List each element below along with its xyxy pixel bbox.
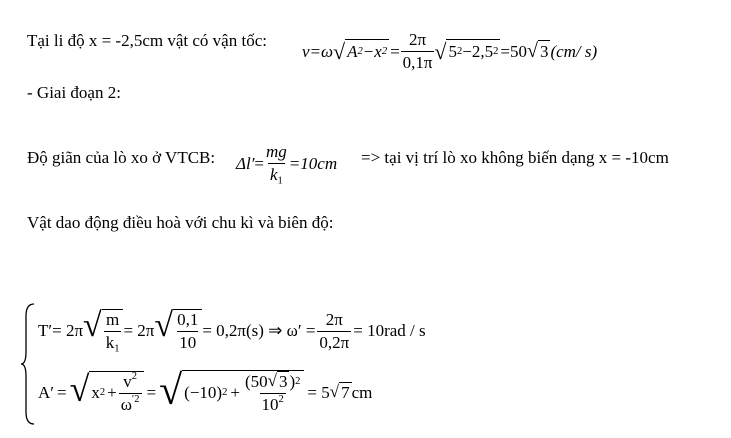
- sqrt-5-25: √ 5 2 − 2,5 2: [434, 38, 499, 64]
- three: 3: [278, 372, 288, 391]
- sqrt-x2-v2: √ x 2 + $\frac{v^2}{\omega^{'2}}$: [70, 371, 144, 415]
- period-result: = 0,2π(s) ⇒ ω′ =: [202, 321, 316, 340]
- plus: +: [230, 383, 240, 402]
- line3-text: Độ giãn của lò xo ở VTCB:: [27, 148, 216, 167]
- v: v: [123, 371, 132, 391]
- subscript: 1: [277, 175, 283, 187]
- denominator: 0,2π: [319, 332, 350, 352]
- equals: =: [309, 41, 322, 61]
- A-prime: A′: [38, 382, 54, 402]
- k-symbol: k: [270, 165, 278, 184]
- exp: 2: [278, 394, 284, 406]
- omega-result: = 10rad / s: [353, 321, 426, 340]
- omega: ω: [120, 394, 132, 414]
- exp: ′2: [131, 393, 140, 405]
- three: 3: [539, 42, 549, 61]
- denominator: 0,1π: [402, 53, 433, 72]
- plus: +: [107, 383, 117, 402]
- subscript: 1: [114, 343, 120, 355]
- T-prime: T′: [38, 321, 53, 340]
- sqrt-a-x: √ A 2 − x 2: [333, 38, 388, 64]
- omega-symbol: ω: [321, 41, 334, 61]
- minus: −: [462, 42, 472, 61]
- period-equation: [38, 309, 426, 353]
- fraction-2pi-01pi: [401, 30, 435, 73]
- equals-2pi: = 2π: [123, 321, 155, 340]
- unit-cm-s: (cm/ s): [550, 41, 598, 61]
- A-symbol: A: [347, 42, 358, 61]
- equals: =: [57, 382, 67, 402]
- fifty: (50: [244, 371, 268, 391]
- section-heading: - Giai đoạn 2:: [27, 83, 121, 102]
- line1-text: Tại li độ x = -2,5cm vật có vận tốc:: [27, 31, 267, 50]
- x: x: [91, 383, 100, 402]
- numerator: 2π: [408, 30, 427, 49]
- equals-2pi: = 2π: [52, 321, 84, 340]
- line4-text: Vật dao động điều hoà với chu kì và biên độ:: [27, 213, 334, 232]
- exp: 2: [131, 370, 137, 382]
- system-brace: [20, 302, 36, 426]
- numerator: 0,1: [177, 310, 199, 329]
- sqrt-amplitude: √ (−10) 2 + (50 √ 3 ) 2 $10^2$: [159, 370, 304, 415]
- five: 5: [448, 42, 457, 61]
- numerator: mg: [266, 142, 287, 161]
- sqrt-m-k1: √ $\frac{m}{k_1}$: [83, 309, 123, 353]
- unit-cm: cm: [351, 382, 373, 402]
- result-10cm: =10cm: [288, 153, 338, 173]
- m: m: [105, 310, 120, 329]
- x-symbol: x: [374, 42, 382, 61]
- sqrt-01-10: √ $\frac{0,1}{10}$: [154, 309, 202, 353]
- equals: =: [146, 382, 157, 402]
- seven: 7: [341, 383, 350, 402]
- fraction-omega: [317, 310, 351, 353]
- result-50: =50: [500, 41, 527, 61]
- stretch-formula: [236, 142, 337, 185]
- denominator: 10: [179, 333, 197, 352]
- two-five: 2,5: [471, 42, 494, 61]
- velocity-formula: [302, 30, 597, 73]
- ten: 10: [261, 395, 279, 414]
- amplitude-equation: [38, 370, 372, 415]
- sqrt-7: √ 7: [329, 382, 350, 402]
- delta-l: Δl′: [236, 153, 255, 173]
- minus: −: [362, 42, 375, 61]
- k: k: [105, 333, 115, 352]
- equals: =: [254, 153, 265, 173]
- result-5: = 5: [307, 382, 330, 402]
- equals: =: [389, 41, 401, 61]
- sqrt-3: √ 3: [526, 40, 549, 62]
- numerator: 2π: [325, 309, 343, 329]
- minus-ten: (−10): [184, 383, 223, 402]
- fraction-mg-k1: [264, 142, 289, 185]
- v-symbol: v: [302, 41, 310, 61]
- paren: ): [289, 371, 296, 391]
- line3-after: => tại vị trí lò xo không biến dạng x = -10cm: [361, 148, 669, 167]
